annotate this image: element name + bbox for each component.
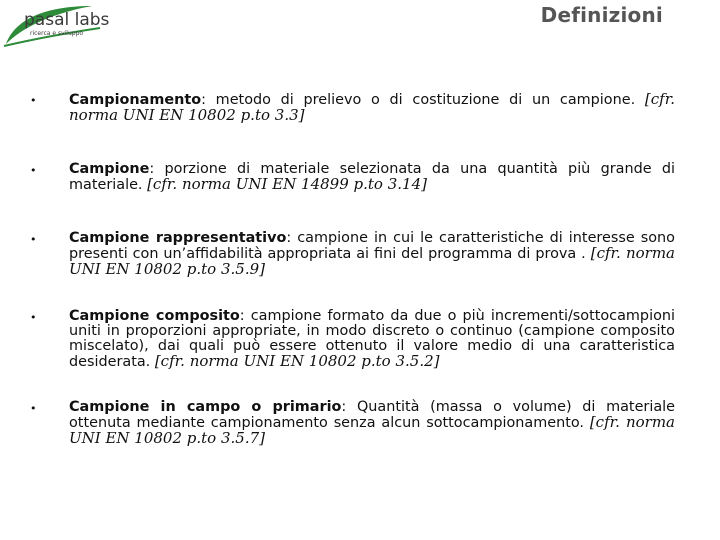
definition-item [30,92,675,124]
bullet-icon: • [30,164,37,177]
definitions-list [30,92,675,447]
definition-term: Campione composito [69,308,240,324]
company-logo [0,0,110,52]
definition-item [30,309,675,370]
logo-text: pasal labs [24,10,110,30]
definition-term: Campionamento [69,92,202,108]
definition-term: Campione in campo o primario [69,399,342,415]
definition-text: : campione in cui le caratteristiche di interesse sono presenti con un’affidabilità appropriata ai fini del programma di prova . [69,230,675,262]
definition-item [30,231,675,278]
definition-text: : Quantità (massa o volume) di materiale ottenuta mediante campionamento senza alcun sottocampionamento. [69,399,676,431]
bullet-icon: • [30,233,37,246]
definition-reference: [cfr. norma UNI EN 10802 p.to 3.5.9] [69,244,675,278]
bullet-icon: • [30,311,37,324]
definition-reference: [cfr. norma UNI EN 14899 p.to 3.14] [147,175,427,193]
definition-reference: [cfr. norma UNI EN 10802 p.to 3.5.2] [154,352,440,370]
definition-reference: [cfr. norma UNI EN 10802 p.to 3.5.7] [69,413,675,447]
definition-reference: [cfr. norma UNI EN 10802 p.to 3.3] [69,90,675,124]
bullet-icon: • [30,402,37,415]
logo-subtext: ricerca e sviluppo [30,30,84,37]
bullet-icon: • [30,94,37,107]
definition-term: Campione rappresentativo [69,230,287,246]
definition-item [30,162,675,193]
definition-term: Campione [69,161,150,177]
definition-text: : campione formato da due o più incrementi/sottocampioni uniti in proporzioni appropriate, in modo discreto o continuo (campione composito miscelato), dai quali può essere ottenuto il valore medio di una caratteristica desiderata. [69,308,675,370]
page-title: Definizioni [540,3,663,27]
definition-text: : porzione di materiale selezionata da una quantità più grande di materiale. [69,161,675,193]
definition-item [30,400,675,447]
definition-text: : metodo di prelievo o di costituzione di un campione. [201,92,645,108]
